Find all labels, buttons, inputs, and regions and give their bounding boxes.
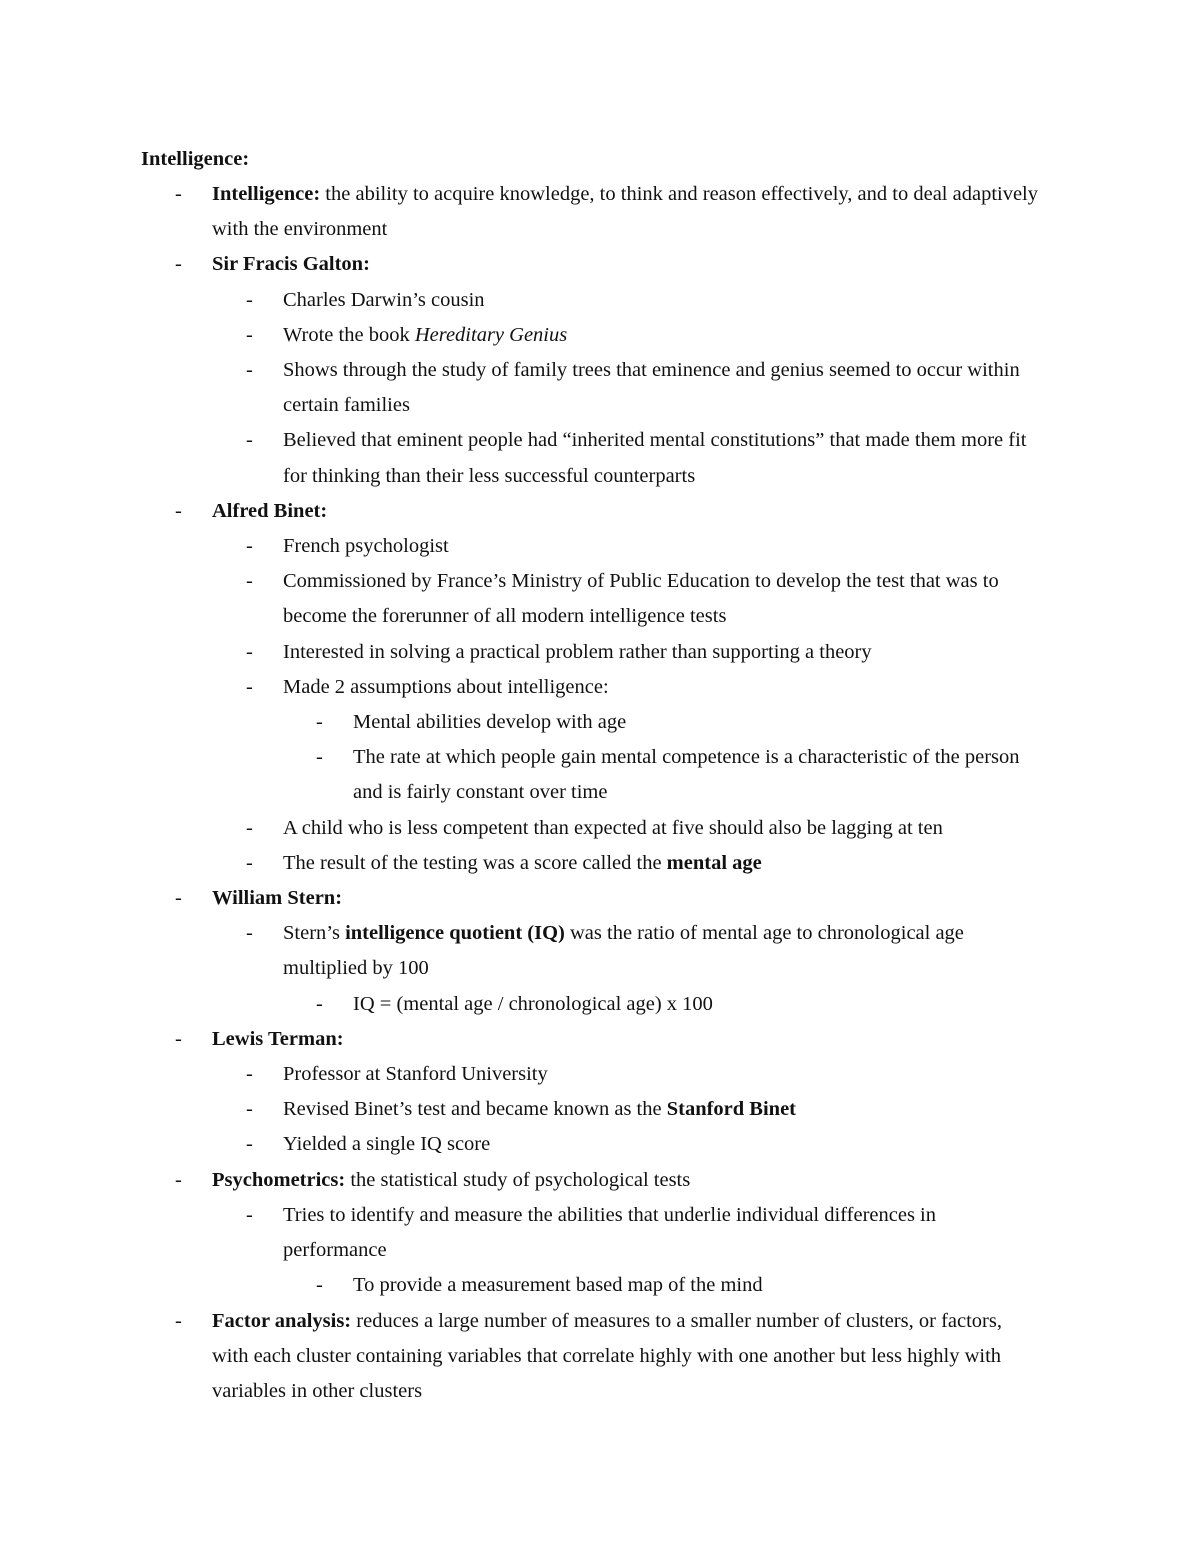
bullet-dash: - xyxy=(246,535,253,558)
bold-term: Psychometrics: xyxy=(212,1168,346,1191)
bullet-item-level-2 xyxy=(0,635,1043,670)
bullet-dash: - xyxy=(246,570,253,593)
bullet-item-level-3 xyxy=(0,705,1043,740)
bullet-dash: - xyxy=(175,1168,182,1191)
bullet-dash: - xyxy=(316,746,323,769)
bullet-text: was the ratio of mental age to chronological age multiplied by 100 xyxy=(283,922,964,980)
bullet-text: To provide a measurement based map of the mind xyxy=(353,1274,763,1297)
bullet-item-level-3 xyxy=(0,740,1043,810)
bold-term: Lewis Terman: xyxy=(212,1027,344,1050)
bullet-item-level-3 xyxy=(0,987,1043,1022)
bullet-dash: - xyxy=(246,288,253,311)
bullet-text: Mental abilities develop with age xyxy=(353,711,627,734)
page-title: Intelligence: xyxy=(141,148,250,170)
bold-term: Alfred Binet: xyxy=(212,499,328,522)
bullet-item-level-1 xyxy=(0,247,1042,282)
bullet-dash: - xyxy=(246,816,253,839)
notes-list xyxy=(0,177,1200,1409)
bullet-item-level-2 xyxy=(0,811,1043,846)
bold-term: William Stern: xyxy=(212,887,343,910)
bullet-item-level-1 xyxy=(0,881,1042,916)
bullet-item-level-2 xyxy=(0,529,1043,564)
bullet-dash: - xyxy=(316,992,323,1015)
bullet-dash: - xyxy=(175,183,182,205)
bullet-dash: - xyxy=(246,1133,253,1156)
bullet-item-level-2 xyxy=(0,318,1043,353)
bullet-item-level-2 xyxy=(0,1092,1043,1127)
bullet-dash: - xyxy=(246,1063,253,1086)
bullet-text: Charles Darwin’s cousin xyxy=(283,288,485,311)
bullet-text: Yielded a single IQ score xyxy=(283,1133,491,1156)
bullet-dash: - xyxy=(246,1203,253,1226)
bullet-item-level-2 xyxy=(0,283,1043,318)
bullet-text: Wrote the book xyxy=(283,323,415,346)
bullet-item-level-2 xyxy=(0,1127,1043,1162)
bullet-text: Shows through the study of family trees that eminence and genius seemed to occur within certain families xyxy=(283,359,1020,417)
bullet-dash: - xyxy=(175,253,182,276)
bullet-text: Revised Binet’s test and became known as the xyxy=(283,1098,667,1121)
bullet-text: the ability to acquire knowledge, to think and reason effectively, and to deal adaptively with the environment xyxy=(212,183,1039,241)
bullet-item-level-2 xyxy=(0,353,1043,423)
bullet-dash: - xyxy=(246,359,253,382)
bullet-item-level-2 xyxy=(0,846,1043,881)
bold-term: mental age xyxy=(666,851,762,874)
bullet-text: The rate at which people gain mental competence is a characteristic of the person and is fairly constant over time xyxy=(353,746,1020,804)
bullet-item-level-2 xyxy=(0,670,1043,705)
bullet-dash: - xyxy=(246,323,253,346)
bullet-item-level-2 xyxy=(0,1198,1043,1268)
italic-title: Hereditary Genius xyxy=(414,323,568,346)
bullet-item-level-1 xyxy=(0,177,1042,247)
bullet-dash: - xyxy=(175,887,182,910)
bullet-dash: - xyxy=(246,1098,253,1121)
bullet-dash: - xyxy=(246,429,253,452)
bullet-dash: - xyxy=(316,1274,323,1297)
bullet-dash: - xyxy=(246,675,253,698)
bullet-text: Interested in solving a practical problem rather than supporting a theory xyxy=(283,640,872,663)
bullet-dash: - xyxy=(246,922,253,945)
bold-term: intelligence quotient (IQ) xyxy=(345,922,565,945)
bullet-text: Professor at Stanford University xyxy=(283,1063,548,1086)
bullet-item-level-2 xyxy=(0,1057,1043,1092)
bullet-text: Tries to identify and measure the abilities that underlie individual differences in performance xyxy=(283,1203,936,1262)
bullet-text: The result of the testing was a score called the xyxy=(283,851,667,874)
bold-term: Intelligence: xyxy=(212,183,321,205)
bullet-text: Stern’s xyxy=(283,922,346,945)
bullet-text: A child who is less competent than expected at five should also be lagging at ten xyxy=(283,816,943,839)
bold-term: Factor analysis: xyxy=(212,1309,352,1332)
bullet-text: Believed that eminent people had “inherited mental constitutions” that made them more fit for thinking than their less successful counterparts xyxy=(283,429,1027,487)
bold-term: Stanford Binet xyxy=(666,1098,796,1121)
bullet-text: Made 2 assumptions about intelligence: xyxy=(283,675,609,698)
bullet-dash: - xyxy=(175,499,182,522)
bullet-text: IQ = (mental age / chronological age) x 100 xyxy=(353,992,713,1015)
bullet-item-level-2 xyxy=(0,564,1043,634)
bullet-item-level-1 xyxy=(0,1022,1042,1057)
bullet-text: reduces a large number of measures to a smaller number of clusters, or factors, with each cluster containing variables that correlate highly with one another but less highly with variables in other clusters xyxy=(212,1309,1002,1402)
bullet-dash: - xyxy=(175,1309,182,1332)
bullet-dash: - xyxy=(246,640,253,663)
bullet-text: the statistical study of psychological tests xyxy=(345,1168,691,1191)
bullet-item-level-2 xyxy=(0,423,1043,493)
bullet-item-level-3 xyxy=(0,1268,1043,1303)
bullet-item-level-1 xyxy=(0,1163,1042,1198)
bullet-dash: - xyxy=(175,1027,182,1050)
bold-term: Sir Fracis Galton: xyxy=(212,253,370,276)
bullet-dash: - xyxy=(316,711,323,734)
bullet-dash: - xyxy=(246,851,253,874)
bullet-text: Commissioned by France’s Ministry of Public Education to develop the test that was to become the forerunner of all modern intelligence tests xyxy=(283,570,999,628)
bullet-item-level-1 xyxy=(0,494,1042,529)
bullet-item-level-2 xyxy=(0,916,1043,986)
bullet-item-level-1 xyxy=(0,1304,1042,1410)
bullet-text: French psychologist xyxy=(283,535,449,558)
